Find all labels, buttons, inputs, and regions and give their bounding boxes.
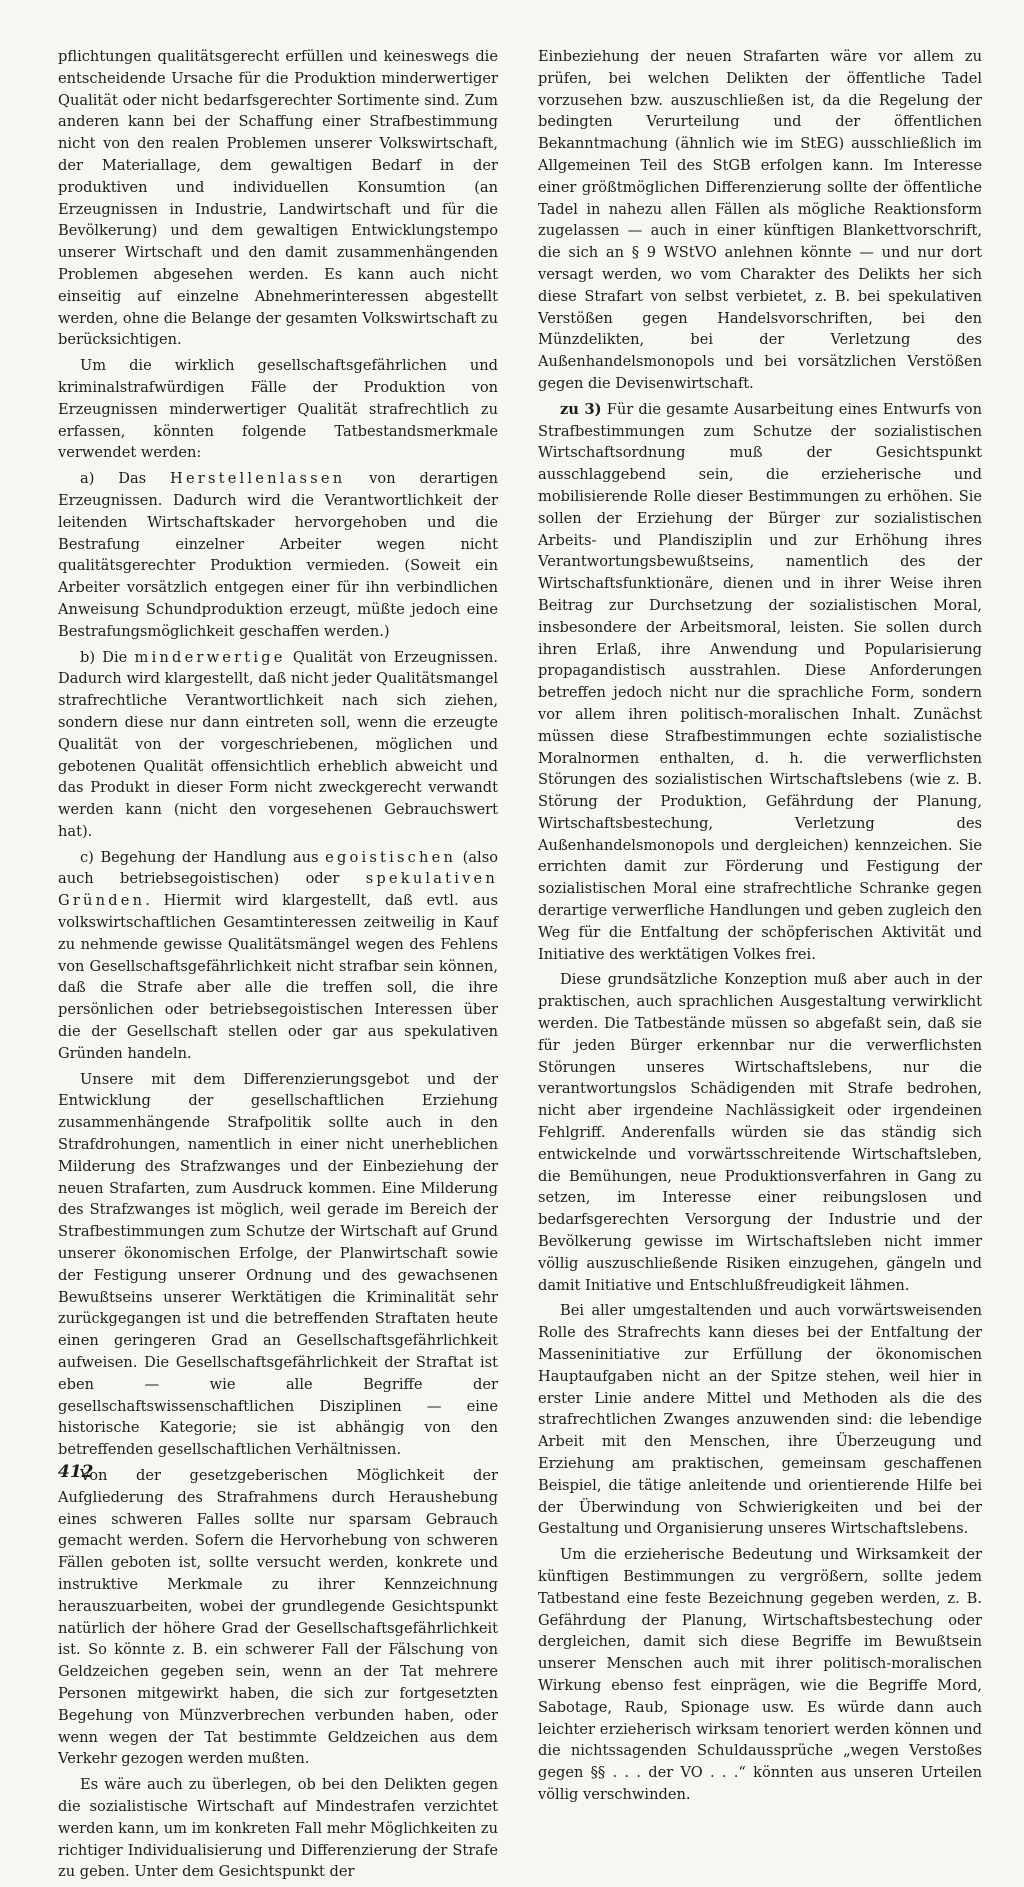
paragraph: Unsere mit dem Differenzierungsgebot und der Entwicklung der gesellschaftlichen Erziehung zusammenhängende Strafpolitik sollte auch in den Strafdrohungen, namentlich in einer nicht unerheblichen Milderung des Strafzwanges und der Einbeziehung der neuen Strafarten, zum Ausdruck kommen. Eine Milderung des Strafzwanges ist möglich, weil gerade im Bereich der Strafbestimmungen zum Schutze der Wirtschaft auf Grund unserer ökonomischen Erfolge, der Planwirtschaft sowie der Festigung unserer Ordnung und des gewachsenen Bewußtseins unserer Werktätigen die Kriminalität sehr zurückgegangen ist und die betreffenden Straftaten heute einen geringeren Grad an Gesellschaftsgefährlichkeit aufweisen. Die Gesellschaftsgefährlichkeit der Straftat ist eben — wie alle Begriffe der gesellschaftswissenschaftlichen Disziplinen — eine historische Kategorie; sie ist abhängig von den betreffenden gesellschaftlichen Verhältnissen.: [58, 1070, 498, 1459]
spaced-term: egoistischen: [325, 848, 457, 866]
section-text: Für die gesamte Ausarbeitung eines Entwurfs von Strafbestimmungen zum Schutze der sozialistischen Wirtschaftsordnung muß der Gesichtspunkt ausschlaggebend sein, die erzieherische und mobilisierende Rolle dieser Bestimmungen zu erhöhen. Sie sollen der Erziehung der Bürger zur sozialistischen Arbeits- und Plandisziplin und zur Erhöhung ihres Verantwortungsbewußtseins, namentlich des der Wirtschaftsfunktionäre, dienen und in ihrer Weise ihren Beitrag zur Durchsetzung der sozialistischen Moral, insbesondere der Arbeitsmoral, leisten. Sie sollen durch ihren Erlaß, ihre Anwendung und Popularisierung propagandistisch ausstrahlen. Diese Anforderungen betreffen jedoch nicht nur die sprachliche Form, sondern vor allem ihren politisch-moralischen Inhalt. Zunächst müssen diese Strafbestimmungen echte sozialistische Moralnormen enthalten, d. h. die verwerflichsten Störungen des sozialistischen Wirtschaftslebens (wie z. B. Störung der Produktion, Gefährdung der Planung, Wirtschaftsbestechung, Verletzung des Außenhandelsmonopols und dergleichen) kennzeichen. Sie errichten damit zur Förderung und Festigung der sozialistischen Moral eine strafrechtliche Schranke gegen derartige verwerfliche Handlungen und geben zugleich den Weg für die Entfaltung der schöpferischen Aktivität und Initiative des werktätigen Volkes frei.: [538, 400, 982, 963]
paragraph: Um die wirklich gesellschaftsgefährlichen und kriminalstrafwürdigen Fälle der Produktion von Erzeugnissen minderwertiger Qualität strafrechtlich zu erfassen, könnten folgende Tatbestandsmerkmale verwendet werden:: [58, 357, 498, 462]
right-column: [538, 46, 982, 1810]
section-paragraph: [538, 399, 982, 966]
paragraph: Einbeziehung der neuen Strafarten wäre vor allem zu prüfen, bei welchen Delikten der öffentliche Tadel vorzusehen bzw. auszuschließen ist, da die Regelung der bedingten Verurteilung und der öffentlichen Bekanntmachung (ähnlich wie im StEG) ausschließlich im Allgemeinen Teil des StGB erfolgen kann. Im Interesse einer größtmöglichen Differenzierung sollte der öffentliche Tadel in nahezu allen Fällen als mögliche Reaktionsform zugelassen — auch in einer künftigen Blankettvorschrift, die sich an § 9 WStVO anlehnen könnte — und nur dort versagt werden, wo vom Charakter des Delikts her sich diese Strafart von selbst verbietet, z. B. bei spekulativen Verstößen gegen Handelsvorschriften, bei den Münzdelikten, bei der Verletzung des Außenhandelsmonopols und bei vorsätzlichen Verstößen gegen die Devisenwirtschaft.: [538, 48, 982, 392]
left-column: [58, 46, 498, 1887]
item-lead: c) Begehung der Handlung aus: [80, 848, 326, 866]
item-lead: a) Das: [80, 470, 171, 488]
spaced-term: Herstellenlassen: [170, 470, 346, 488]
paragraph: Diese grundsätzliche Konzeption muß aber auch in der praktischen, auch sprachlichen Ausgestaltung verwirklicht werden. Die Tatbestände müssen so abgefaßt sein, daß sie für jeden Bürger erkennbar nur die verwerflichsten Störungen unseres Wirtschaftslebens, nur die verantwortungslos Schädigenden mit Strafe bedrohen, nicht aber irgendeine Nachlässigkeit oder irgendeinen Fehlgriff. Anderenfalls würden sie das ständig sich entwickelnde und vorwärtsschreitende Wirtschaftsleben, die Bemühungen, neue Produktionsverfahren in Gang zu setzen, im Interesse einer reibungslosen und bedarfsgerechten Versorgung der Industrie und der Bevölkerung gewisse im Wirtschaftsleben nicht immer völlig auszuschließende Risiken einzugehen, gängeln und damit Initiative und Entschlußfreudigkeit lähmen.: [538, 971, 982, 1294]
spaced-term: minderwertige: [134, 648, 286, 666]
page-number: 412: [58, 1462, 94, 1482]
item-text: . Hiermit wird klargestellt, daß evtl. aus volkswirtschaftlichen Gesamtinteressen zeitweilig in Kauf zu nehmende gewisse Qualitätsmängel wegen des Fehlens von Gesellschaftsgefährlichkeit nicht strafbar sein können, daß die Strafe aber alle die treffen soll, die ihre persönlichen oder betriebsegoistischen Interessen über die der Gesellschaft stellen oder gar aus spekulativen Gründen handeln.: [58, 892, 498, 1062]
paragraph: pflichtungen qualitätsgerecht erfüllen und keineswegs die entscheidende Ursache für die Produktion minderwertiger Qualität oder nicht bedarfsgerechter Sortimente sind. Zum anderen kann bei der Schaffung einer Strafbestimmung nicht von den realen Problemen unserer Volkswirtschaft, der Materiallage, dem gewaltigen Bedarf in der produktiven und individuellen Konsumtion (an Erzeugnissen in Industrie, Landwirtschaft und für die Bevölkerung) und dem gewaltigen Entwicklungstempo unserer Wirtschaft und den damit zusammenhängenden Problemen abgesehen werden. Es kann auch nicht einseitig auf einzelne Abnehmerinteressen abgestellt werden, ohne die Belange der gesamten Volkswirtschaft zu berücksichtigen.: [58, 48, 498, 349]
item-text: von derartigen Erzeugnissen. Dadurch wird die Verantwortlichkeit der leitenden Wirtschaftskader hervorgehoben und die Bestrafung einzelner Arbeiter wegen nicht qualitätsgerechter Produktion vermieden. (Soweit ein Arbeiter vorsätzlich entgegen einer für ihn verbindlichen Anweisung Schundproduktion erzeugt, müßte jedoch eine Bestrafungsmöglichkeit geschaffen werden.): [58, 470, 498, 640]
list-item-c: [58, 847, 498, 1065]
section-marker: zu 3): [560, 400, 602, 418]
list-item-a: [58, 468, 498, 642]
list-item-b: [58, 647, 498, 843]
paragraph: Bei aller umgestaltenden und auch vorwärtsweisenden Rolle des Strafrechts kann dieses bei der Entfaltung der Masseninitiative zur Erfüllung der ökonomischen Hauptaufgaben nicht an der Spitze stehen, weil hier in erster Linie andere Mittel und Methoden als die des strafrechtlichen Zwanges anzuwenden sind: die lebendige Arbeit mit den Menschen, ihre Überzeugung und Erziehung am praktischen, gemeinsam geschaffenen Beispiel, die tätige anleitende und orientierende Hilfe bei der Überwindung von Schwierigkeiten und bei der Gestaltung und Organisierung unseres Wirtschaftslebens.: [538, 1302, 982, 1538]
paragraph: Um die erzieherische Bedeutung und Wirksamkeit der künftigen Bestimmungen zu vergrößern, sollte jedem Tatbestand eine feste Bezeichnung gegeben werden, z. B. Gefährdung der Planung, Wirtschaftsbestechung oder dergleichen, damit sich diese Begriffe im Bewußtsein unserer Menschen auch mit ihrer politisch-moralischen Wirkung ebenso fest einprägen, wie die Begriffe Mord, Sabotage, Raub, Spionage usw. Es würde dann auch leichter erzieherisch wirksam tenoriert werden können und die nichtssagenden Schuldaussprüche „wegen Verstoßes gegen §§ . . . der VO . . .“ könnten aus unseren Urteilen völlig verschwinden.: [538, 1546, 982, 1803]
item-lead: b) Die: [80, 648, 135, 666]
paragraph: Es wäre auch zu überlegen, ob bei den Delikten gegen die sozialistische Wirtschaft auf Mindestrafen verzichtet werden kann, um im konkreten Fall mehr Möglichkeiten zu richtiger Individualisierung und Differenzierung der Strafe zu geben. Unter dem Gesichtspunkt der: [58, 1776, 498, 1881]
item-text: Qualität von Erzeugnissen. Dadurch wird klargestellt, daß nicht jeder Qualitätsmangel strafrechtliche Verantwortlichkeit nach sich ziehen, sondern diese nur dann eintreten soll, wenn die erzeugte Qualität von der vorgeschriebenen, möglichen und gebotenen Qualität offensichtlich erheblich abweicht und das Produkt in dieser Form nicht zweckgerecht verwandt werden kann (nicht den vorgesehenen Gebrauchswert hat).: [58, 648, 498, 840]
spaced-term: spekulativen Gründen: [58, 870, 498, 910]
paragraph: Von der gesetzgeberischen Möglichkeit der Aufgliederung des Strafrahmens durch Heraushebung eines schweren Falles sollte nur sparsam Gebrauch gemacht werden. Sofern die Hervorhebung von schweren Fällen geboten ist, sollte versucht werden, konkrete und instruktive Merkmale zu ihrer Kennzeichnung herauszuarbeiten, wobei der grundlegende Gesichtspunkt natürlich der höhere Grad der Gesellschaftsgefährlichkeit ist. So könnte z. B. ein schwerer Fall der Fälschung von Geldzeichen gegeben sein, wenn an der Tat mehrere Personen mitgewirkt haben, die sich zur fortgesetzten Begehung von Münzverbrechen verbunden haben, oder wenn wegen der Tat bestimmte Geldzeichen aus dem Verkehr gezogen werden mußten.: [58, 1467, 498, 1768]
item-mid: (also auch betriebsegoistischen) oder: [58, 848, 498, 888]
